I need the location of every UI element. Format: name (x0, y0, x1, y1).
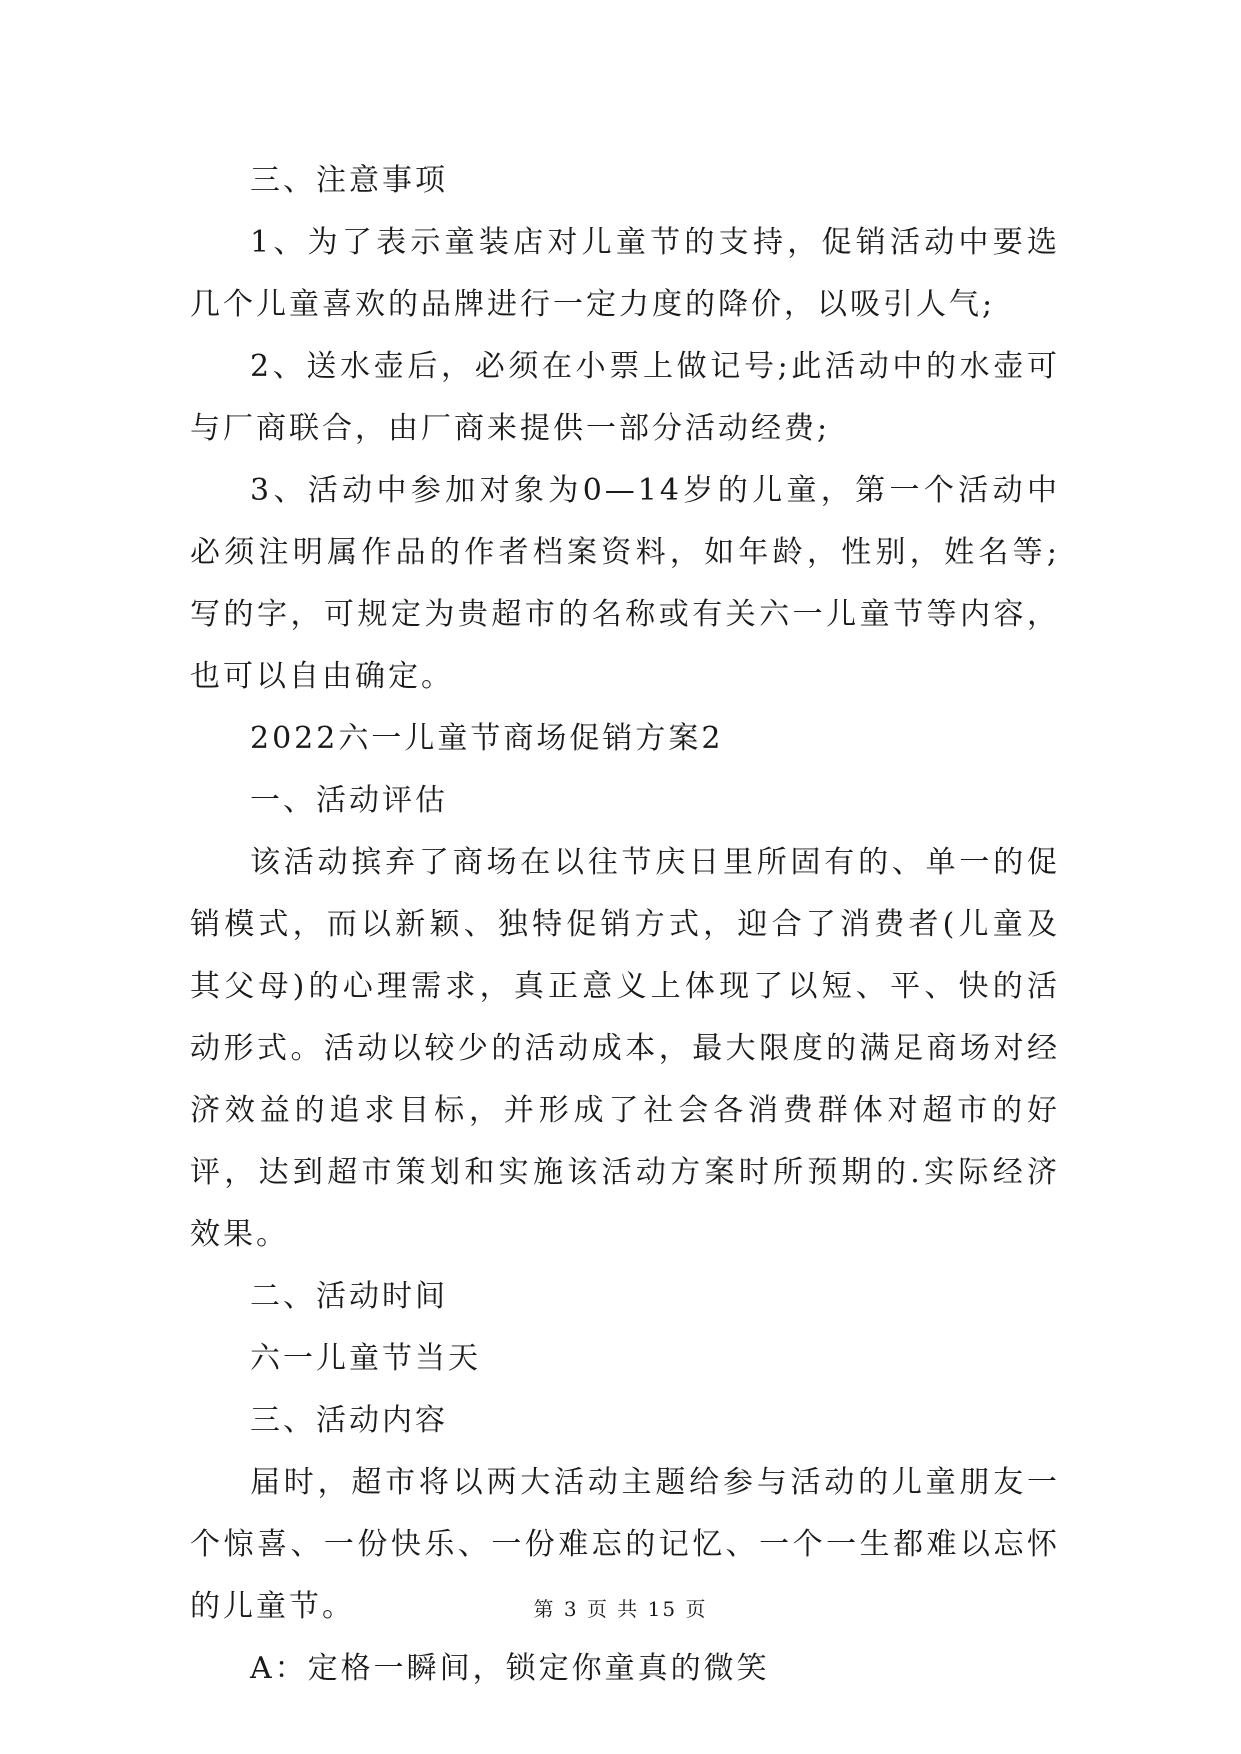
paragraph-activity-a: A：定格一瞬间，锁定你童真的微笑 (250, 1651, 770, 1686)
section-heading-evaluation: 一、活动评估 (250, 783, 448, 818)
page-number-footer: 第 3 页 共 15 页 (533, 1597, 708, 1621)
paragraph-content: 届时，超市将以两大活动主题给参与活动的儿童朋友一个惊喜、一份快乐、一份难忘的记忆、一个一生都难以忘怀的儿童节。 (190, 1465, 1060, 1624)
section-heading-content: 三、活动内容 (250, 1403, 448, 1438)
plan-title: 2022六一儿童节商场促销方案2 (250, 721, 724, 756)
paragraph-time: 六一儿童节当天 (250, 1341, 481, 1376)
paragraph-evaluation: 该活动摈弃了商场在以往节庆日里所固有的、单一的促销模式，而以新颖、独特促销方式，迎合了消费者(儿童及其父母)的心理需求，真正意义上体现了以短、平、快的活动形式。活动以较少的活动成本，最大限度的满足商场对经济效益的追求目标，并形成了社会各消费群体对超市的好评，达到超市策划和实施该活动方案时所预期的.实际经济效果。 (190, 845, 1060, 1252)
paragraph-note-1: 1、为了表示童装店对儿童节的支持，促销活动中要选几个儿童喜欢的品牌进行一定力度的降价，以吸引人气; (190, 225, 1060, 322)
section-heading-notes: 三、注意事项 (250, 163, 448, 198)
document-body (190, 150, 1060, 1700)
section-heading-time: 二、活动时间 (250, 1279, 448, 1314)
paragraph-note-2: 2、送水壶后，必须在小票上做记号;此活动中的水壶可与厂商联合，由厂商来提供一部分活动经费; (190, 349, 1060, 446)
paragraph-note-3: 3、活动中参加对象为0—14岁的儿童，第一个活动中必须注明属作品的作者档案资料，如年龄，性别，姓名等;写的字，可规定为贵超市的名称或有关六一儿童节等内容，也可以自由确定。 (190, 473, 1060, 694)
